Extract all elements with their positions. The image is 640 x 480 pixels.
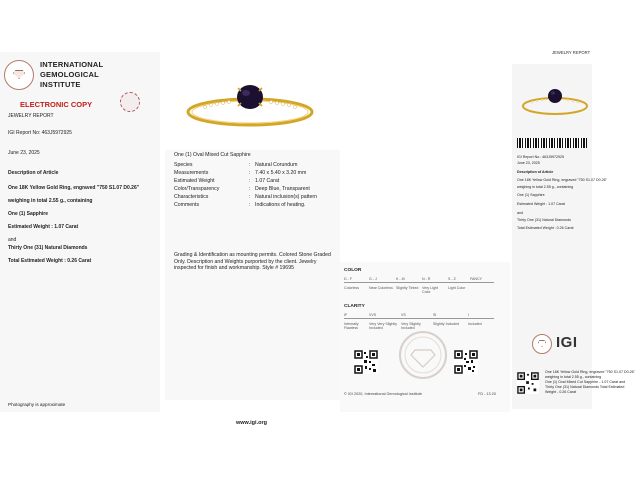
color-desc-2: Near Colorless	[369, 286, 393, 290]
description-line-1: One 18K Yellow Gold Ring, engraved "750 S1.07 D0.26"	[8, 185, 140, 191]
barcode	[517, 138, 587, 148]
color-grade-1: D - F	[344, 277, 352, 281]
description-line-2: weighing in total 2.55 g., containing	[8, 198, 93, 204]
igi-watermark-logo	[398, 330, 448, 380]
clarity-scale-title: CLARITY	[344, 304, 365, 309]
color-desc-5: Light Color	[448, 286, 466, 290]
color-grade-6: FANCY	[470, 277, 482, 281]
clarity-grade-3: VS	[401, 313, 406, 317]
igi-logo-icon	[532, 334, 552, 354]
electronic-copy-label: ELECTRONIC COPY	[20, 100, 93, 109]
right-bottom-line-3: One (1) Oval Mixed Cut Sapphire - 1.07 Carat and	[545, 380, 626, 384]
copyright-note: © IGI 2020, International Gemological Institute	[344, 392, 422, 396]
clarity-scale-line	[344, 318, 494, 319]
grading-notes: Grading & Identification as mounting permits. Colored Stone Graded Only. Description and Weights purported by the client. Jewelry inspected for finish and workmanship. Style # 19695	[174, 252, 331, 271]
color-grade-4: N - R	[422, 277, 431, 281]
clarity-grade-4: SI	[433, 313, 437, 317]
right-description-line-1: One 18K Yellow Gold Ring, engraved "750 S1.07 D0.26"	[517, 178, 607, 182]
ring-photo	[183, 82, 318, 132]
report-number: IGI Report No: 463J5972925	[8, 130, 72, 136]
color-scale-title: COLOR	[344, 268, 362, 273]
clarity-desc-2: Very Very Slightly Included	[369, 322, 397, 330]
igi-logo-icon	[4, 60, 34, 90]
igi-brand: IGI	[556, 334, 578, 351]
right-bottom-line-1: One 18K Yellow Gold Ring, engraved "750 S1.07 D0.26"	[545, 370, 635, 374]
right-report-number: IGI Report No.: 463J5972925	[517, 155, 564, 159]
right-description-title: Description of Article	[517, 170, 554, 174]
sapphire-weight: Estimated Weight : 1.07 Carat	[8, 224, 79, 230]
qr-code-icon[interactable]	[354, 350, 378, 374]
org-line-2: GEMOLOGICAL	[40, 70, 99, 79]
diamond-count: Thirty One (31) Natural Diamonds	[8, 245, 88, 251]
clarity-desc-5: Included	[468, 322, 482, 326]
clarity-grade-1: IF	[344, 313, 348, 317]
ring-photo-thumbnail	[520, 84, 590, 118]
org-line-1: INTERNATIONAL	[40, 60, 104, 69]
right-bottom-line-4: Thirty One (31) Natural Diamonds Total Estimated	[545, 385, 625, 389]
org-line-3: INSTITUTE	[40, 80, 81, 89]
report-date: June 23, 2025	[8, 150, 40, 156]
website-link[interactable]: www.igi.org	[236, 420, 267, 426]
color-grade-5: S - Z	[448, 277, 456, 281]
and-label: and	[8, 237, 17, 243]
clarity-grade-5: I	[468, 313, 469, 317]
right-and-label: and	[517, 211, 523, 215]
clarity-desc-3: Very Slightly Included	[401, 322, 421, 330]
report-page: INTERNATIONAL GEMOLOGICAL INSTITUTE ELECTRONIC COPY JEWELRY REPORT IGI Report No: 463J5972925 June 23, 2025 Description of Article One 18K Yellow Gold Ring, engraved "750 S1.07 D0.26" weighing in total 2.55 g., containing One (1) Sapphire Estimated Weight : 1.07 Carat and Thirty One (31) Natural Diamonds Total Estimated Weight : 0.26 Carat Photography is approximate One (1) Oval Mixed Cut Sapphire Species : Natural Corundum Measurements : 7.40 x 5.40 x 3.20 mm Estimated Weight : 1.07 Carat Color/Transparency : Deep Blue, Transparent Characteristics : Natural inclusion(s) pattern Comments : Indications of heating. Grading & Identification as mounting permits. Colored Stone Graded Only. Description and Weights purported by the client. Jewelry inspected for finish and workmanship. Style # 19695 COLOR D - F G - J K - M N - R S - Z FANCY Colorless Near Colorless Slightly Tinted Very Light Color Light Color CLARITY IF VVS VS SI I Internally Flawless Very Very Slightly Included Very Slightly Included Slightly Included Included © IGI 2020, International Gemological Institute FD - 13.20 JEWELRY REPORT IGI Report No.: 463J5972925 June 23, 2025 Description of Article One 18K Yellow Gold Ring, engraved "750 S1.07 D0.26" weighing in total 2.55 g., containing One (1) Sapphire Estimated Weight : 1.07 Carat and Thirty One (31) Natural Diamonds Total Estimated Weight : 0.26 Carat IGI One 18K Yellow Gold Ring, engraved "750 S1.07 D0.26" weighing in total 2.55 g., containing One (1) Oval Mixed Cut Sapphire - 1.07 Carat and Thirty One (31) Natural Diamonds Total Estimated Weight - 0.26 Carat www.igi.org	[0, 0, 640, 480]
jewelry-report-label: JEWELRY REPORT	[8, 113, 54, 119]
description-title: Description of Article	[8, 170, 59, 176]
right-diamond-count: Thirty One (31) Natural Diamonds	[517, 218, 571, 222]
clarity-desc-4: Slightly Included	[433, 322, 460, 326]
qr-code-icon[interactable]	[517, 372, 539, 394]
sapphire-count: One (1) Sapphire	[8, 211, 49, 217]
form-code: FD - 13.20	[478, 392, 496, 396]
right-bottom-line-5: Weight - 0.26 Carat	[545, 390, 577, 394]
diamond-weight: Total Estimated Weight : 0.26 Carat	[8, 258, 92, 264]
color-grade-2: G - J	[369, 277, 377, 281]
clarity-grade-2: VVS	[369, 313, 377, 317]
seal-icon	[120, 92, 140, 112]
details-heading: One (1) Oval Mixed Cut Sapphire	[174, 152, 251, 158]
clarity-desc-1: Internally Flawless	[344, 322, 359, 330]
org-name	[40, 60, 103, 90]
color-desc-1: Colorless	[344, 286, 359, 290]
right-sapphire-weight: Estimated Weight : 1.07 Carat	[517, 202, 565, 206]
right-description-line-2: weighing in total 2.55 g., containing	[517, 185, 574, 189]
right-date: June 23, 2025	[517, 161, 540, 165]
right-bottom-line-2: weighing in total 2.55 g., containing	[545, 375, 602, 379]
color-scale-line	[344, 282, 494, 283]
color-desc-3: Slightly Tinted	[396, 286, 419, 290]
photography-note: Photography is approximate	[8, 402, 66, 407]
right-report-label: JEWELRY REPORT	[552, 50, 591, 55]
color-desc-4: Very Light Color	[422, 286, 438, 294]
color-grade-3: K - M	[396, 277, 405, 281]
right-sapphire-count: One (1) Sapphire	[517, 193, 545, 197]
qr-code-icon[interactable]	[454, 350, 478, 374]
right-diamond-weight: Total Estimated Weight : 0.26 Carat	[517, 226, 574, 230]
